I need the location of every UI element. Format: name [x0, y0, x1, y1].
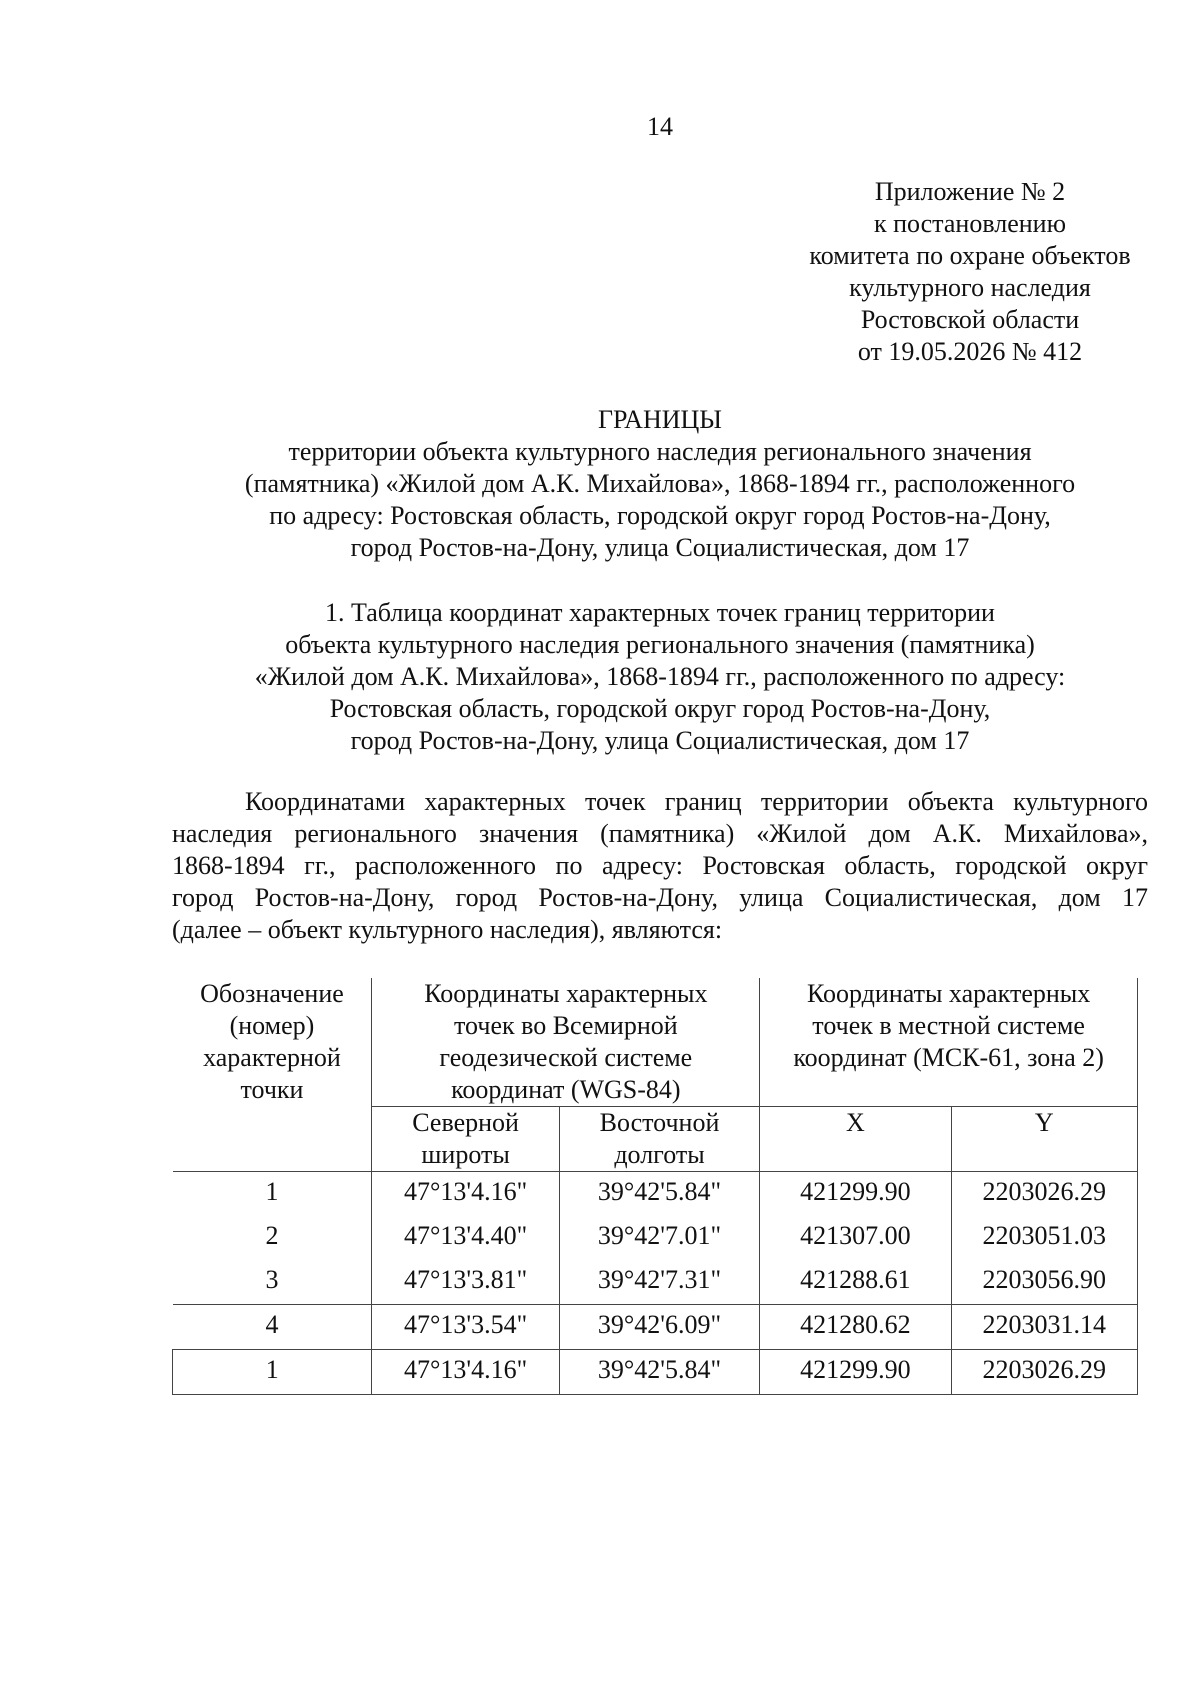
cell-longitude: 39°42'5.84"	[559, 1172, 759, 1217]
header-text: координат (МСК-61, зона 2)	[793, 1043, 1104, 1072]
appendix-line: комитета по охране объектов	[809, 241, 1131, 270]
cell-longitude: 39°42'7.31"	[559, 1260, 759, 1305]
header-text: (номер)	[229, 1011, 315, 1040]
title-line: территории объекта культурного наследия регионального значения	[288, 437, 1032, 466]
appendix-line: от 19.05.2026 № 412	[857, 337, 1083, 366]
title-line: город Ростов-на-Дону, улица Социалистическая, дом 17	[350, 533, 970, 562]
header-text: характерной	[203, 1043, 341, 1072]
cell-x: 421307.00	[760, 1216, 951, 1260]
header-text: долготы	[614, 1140, 705, 1169]
appendix-line: Приложение № 2	[874, 177, 1066, 206]
section-line: город Ростов-на-Дону, улица Социалистическая, дом 17	[350, 726, 970, 755]
table-row	[173, 1260, 1138, 1305]
header-msk61	[760, 978, 1138, 1107]
cell-x: 421280.62	[760, 1305, 951, 1350]
header-text: Координаты характерных	[424, 979, 708, 1008]
cell-latitude: 47°13'3.81"	[372, 1260, 559, 1305]
cell-x: 421299.90	[760, 1350, 951, 1395]
cell-y: 2203051.03	[951, 1216, 1137, 1260]
header-text: точки	[240, 1075, 304, 1104]
table-row	[173, 1172, 1138, 1217]
cell-longitude: 39°42'7.01"	[559, 1216, 759, 1260]
section-line: Ростовская область, городской округ город Ростов-на-Дону,	[329, 694, 991, 723]
header-text: точек в местной системе	[812, 1011, 1085, 1040]
cell-point: 2	[173, 1216, 372, 1260]
paragraph-line: город Ростов-на-Дону, город Ростов-на-Дону, улица Социалистическая, дом 17	[172, 883, 1148, 912]
section-title	[172, 597, 1148, 757]
table-row	[173, 1216, 1138, 1260]
cell-latitude: 47°13'4.40"	[372, 1216, 559, 1260]
section-line: «Жилой дом А.К. Михайлова», 1868-1894 гг., расположенного по адресу:	[254, 662, 1066, 691]
table-row	[173, 1305, 1138, 1350]
header-text: геодезической системе	[439, 1043, 693, 1072]
header-north-latitude	[372, 1107, 559, 1172]
cell-y: 2203031.14	[951, 1305, 1137, 1350]
cell-longitude: 39°42'5.84"	[559, 1350, 759, 1395]
header-text: широты	[421, 1140, 510, 1169]
header-east-longitude	[559, 1107, 759, 1172]
paragraph-line: 1868-1894 гг., расположенного по адресу: Ростовская область, городской округ	[172, 851, 1148, 880]
header-text: Координаты характерных	[806, 979, 1091, 1008]
document-title	[172, 404, 1148, 564]
paragraph-line: (далее – объект культурного наследия), являются:	[172, 915, 723, 944]
cell-y: 2203026.29	[951, 1350, 1137, 1395]
header-wgs84	[372, 978, 760, 1107]
section-line: объекта культурного наследия регионального значения (памятника)	[285, 630, 1035, 659]
header-text: точек во Всемирной	[454, 1011, 678, 1040]
cell-point: 1	[173, 1172, 372, 1217]
cell-point: 3	[173, 1260, 372, 1305]
cell-latitude: 47°13'4.16"	[372, 1350, 559, 1395]
cell-y: 2203056.90	[951, 1260, 1137, 1305]
cell-longitude: 39°42'6.09"	[559, 1305, 759, 1350]
header-text: координат (WGS-84)	[451, 1075, 681, 1104]
paragraph-line: Координатами характерных точек границ территории объекта культурного	[245, 787, 1148, 816]
header-text: Обозначение	[200, 979, 344, 1008]
title-line: (памятника) «Жилой дом А.К. Михайлова», 1868-1894 гг., расположенного	[244, 469, 1076, 498]
cell-latitude: 47°13'3.54"	[372, 1305, 559, 1350]
table-row	[173, 1350, 1138, 1395]
header-x: X	[760, 1107, 951, 1172]
paragraph-line: наследия регионального значения (памятника) «Жилой дом А.К. Михайлова»,	[172, 819, 1148, 848]
section-line: 1. Таблица координат характерных точек границ территории	[325, 598, 995, 627]
appendix-line: культурного наследия	[849, 273, 1091, 302]
title-heading: ГРАНИЦЫ	[598, 405, 722, 434]
appendix-line: к постановлению	[873, 209, 1067, 238]
cell-point: 4	[173, 1305, 372, 1350]
cell-x: 421288.61	[760, 1260, 951, 1305]
header-text: Восточной	[599, 1108, 720, 1137]
page-number: 14	[647, 112, 673, 141]
cell-point: 1	[173, 1350, 372, 1395]
cell-y: 2203026.29	[951, 1172, 1137, 1217]
appendix-block	[760, 176, 1180, 368]
body-paragraph	[172, 786, 1148, 946]
coordinates-table	[172, 978, 1138, 1395]
header-text: Северной	[412, 1108, 519, 1137]
appendix-line: Ростовской области	[860, 305, 1080, 334]
cell-x: 421299.90	[760, 1172, 951, 1217]
header-y: Y	[951, 1107, 1137, 1172]
cell-latitude: 47°13'4.16"	[372, 1172, 559, 1217]
header-point-designation	[173, 978, 372, 1172]
title-line: по адресу: Ростовская область, городской округ город Ростов-на-Дону,	[269, 501, 1051, 530]
